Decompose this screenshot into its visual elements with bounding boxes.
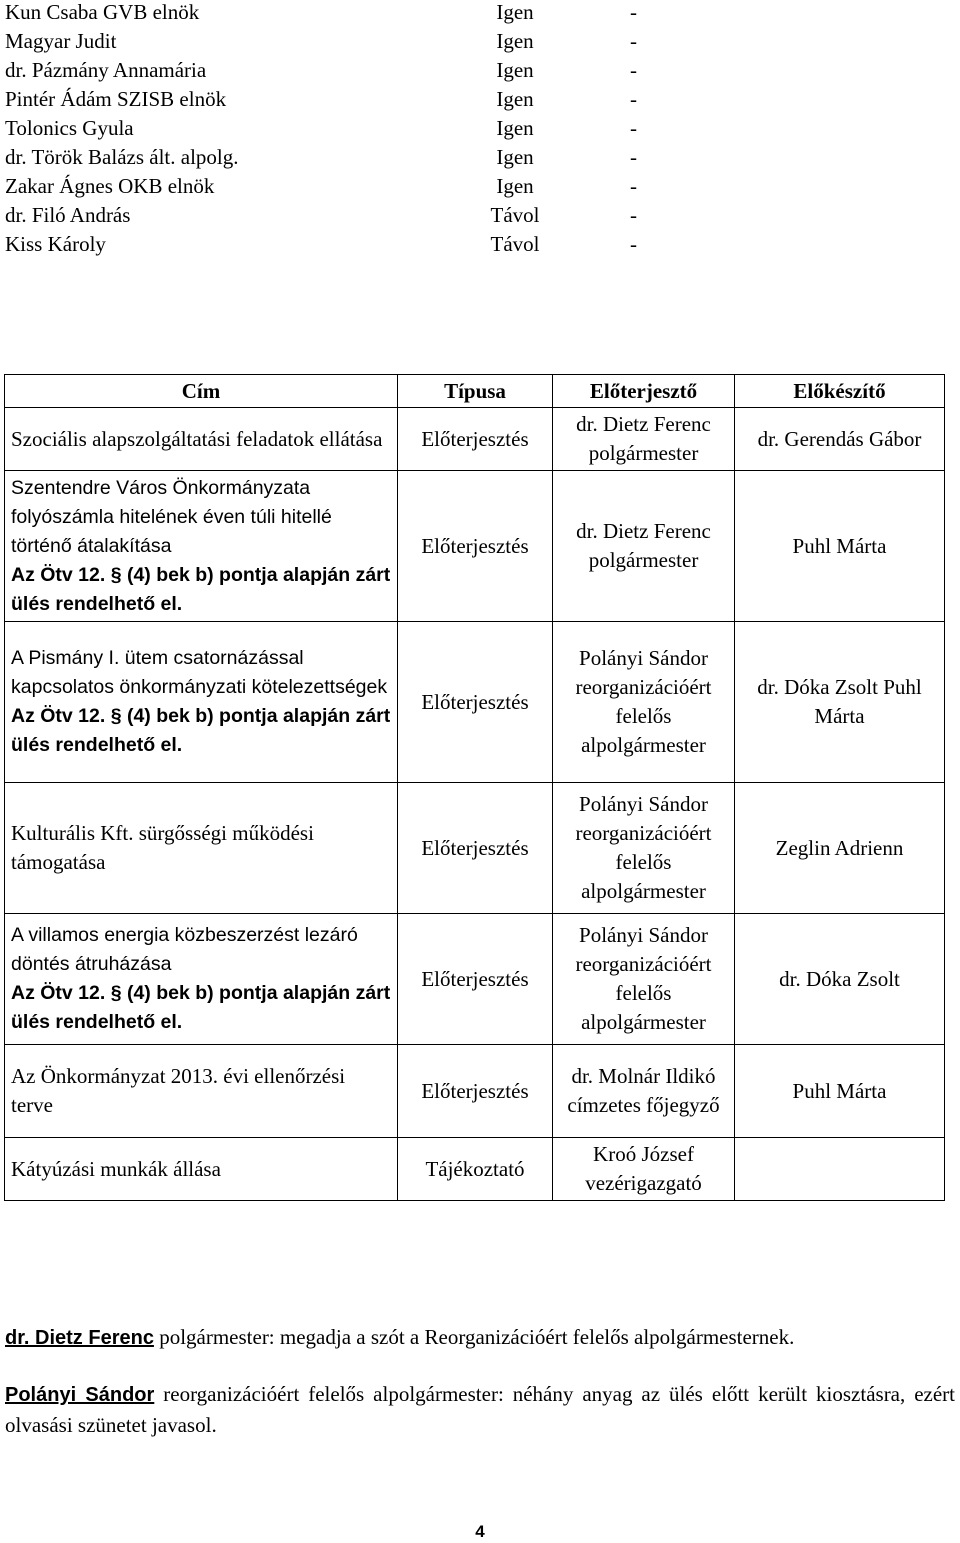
member-name: dr. Filó András — [5, 203, 131, 227]
agenda-title: Az Önkormányzat 2013. évi ellenőrzési terve — [11, 1064, 346, 1117]
attendance-row — [5, 29, 705, 58]
member-name: Magyar Judit — [5, 29, 117, 53]
attendance-row — [5, 0, 705, 29]
attendance-status: Igen — [496, 145, 534, 169]
agenda-title-cell — [5, 783, 398, 914]
agenda-title-cell — [5, 1045, 398, 1138]
agenda-presenter: Polányi Sándor reorganizációért felelős alpolgármester — [553, 914, 735, 1045]
agenda-presenter: Kroó József vezérigazgató — [553, 1138, 735, 1201]
attendance-row — [5, 145, 705, 174]
header-elokeszito: Előkészítő — [735, 375, 945, 408]
agenda-row — [5, 1138, 945, 1201]
agenda-type: Előterjesztés — [398, 1045, 553, 1138]
agenda-row — [5, 1045, 945, 1138]
agenda-preparer: dr. Gerendás Gábor — [735, 408, 945, 471]
header-tipusa: Típusa — [398, 375, 553, 408]
agenda-title: Szentendre Város Önkormányzata folyószámla hitelének éven túli hitellé történő átalakítása — [11, 476, 332, 557]
member-name: Pintér Ádám SZISB elnök — [5, 87, 227, 111]
agenda-row — [5, 914, 945, 1045]
agenda-presenter: dr. Dietz Ferenc polgármester — [553, 408, 735, 471]
agenda-row — [5, 471, 945, 622]
agenda-preparer: dr. Dóka Zsolt Puhl Márta — [735, 622, 945, 783]
agenda-title: Kulturális Kft. sürgősségi működési támogatása — [11, 821, 314, 874]
speaker-name: dr. Dietz Ferenc — [5, 1327, 154, 1349]
attendance-row — [5, 174, 705, 203]
closed-session-note: Az Ötv 12. § (4) bek b) pontja alapján zárt ülés rendelhető el. — [11, 563, 391, 615]
agenda-preparer: Puhl Márta — [735, 471, 945, 622]
agenda-table — [4, 374, 945, 1201]
agenda-preparer — [735, 1138, 945, 1201]
agenda-title-cell — [5, 1138, 398, 1201]
agenda-title-cell — [5, 914, 398, 1045]
attendance-row — [5, 232, 705, 261]
attendance-status: Igen — [496, 58, 534, 82]
attendance-status: Igen — [496, 0, 534, 24]
attendance-dash: - — [630, 58, 637, 82]
agenda-type: Előterjesztés — [398, 914, 553, 1045]
agenda-title: A villamos energia közbeszerzést lezáró döntés átruházása — [11, 924, 358, 975]
member-name: dr. Pázmány Annamária — [5, 58, 207, 82]
closed-session-note: Az Ötv 12. § (4) bek b) pontja alapján zárt ülés rendelhető el. — [11, 982, 391, 1033]
attendance-row — [5, 58, 705, 87]
agenda-preparer: Puhl Márta — [735, 1045, 945, 1138]
agenda-row — [5, 408, 945, 471]
agenda-type: Előterjesztés — [398, 783, 553, 914]
agenda-title-cell — [5, 408, 398, 471]
agenda-presenter: Polányi Sándor reorganizációért felelős alpolgármester — [553, 622, 735, 783]
header-cim: Cím — [5, 375, 398, 408]
agenda-type: Előterjesztés — [398, 622, 553, 783]
attendance-dash: - — [630, 145, 637, 169]
member-name: Kiss Károly — [5, 232, 106, 256]
attendance-dash: - — [630, 232, 637, 256]
closed-session-note: Az Ötv 12. § (4) bek b) pontja alapján zárt ülés rendelhető el. — [11, 705, 391, 756]
attendance-status: Távol — [490, 203, 540, 227]
agenda-title-cell — [5, 622, 398, 783]
attendance-dash: - — [630, 0, 637, 24]
agenda-preparer: Zeglin Adrienn — [735, 783, 945, 914]
agenda-preparer: dr. Dóka Zsolt — [735, 914, 945, 1045]
agenda-title: A Pismány I. ütem csatornázással kapcsolatos önkormányzati kötelezettségek — [11, 647, 388, 698]
agenda-type: Előterjesztés — [398, 408, 553, 471]
attendance-status: Igen — [496, 116, 534, 140]
agenda-presenter: dr. Dietz Ferenc polgármester — [553, 471, 735, 622]
attendance-row — [5, 87, 705, 116]
attendance-status: Távol — [490, 232, 540, 256]
attendance-row — [5, 116, 705, 145]
minutes-notes — [5, 1322, 955, 1440]
member-name: dr. Török Balázs ált. alpolg. — [5, 145, 239, 169]
attendance-dash: - — [630, 203, 637, 227]
attendance-dash: - — [630, 116, 637, 140]
page-number: 4 — [475, 1522, 485, 1541]
speaker-statement: reorganizációért felelős alpolgármester: néhány anyag az ülés előtt került kiosztásra, ezért olvasási szünetet javasol. — [5, 1382, 955, 1437]
agenda-title: Szociális alapszolgáltatási feladatok ellátása — [11, 426, 383, 451]
speaker-name: Polányi Sándor — [5, 1384, 155, 1406]
attendance-dash: - — [630, 87, 637, 111]
attendance-dash: - — [630, 174, 637, 198]
attendance-status: Igen — [496, 87, 534, 111]
agenda-title-cell — [5, 471, 398, 622]
agenda-presenter: Polányi Sándor reorganizációért felelős alpolgármester — [553, 783, 735, 914]
member-name: Tolonics Gyula — [5, 116, 134, 140]
speaker-statement: polgármester: megadja a szót a Reorganizációért felelős alpolgármesternek. — [153, 1325, 795, 1349]
agenda-row — [5, 783, 945, 914]
attendance-dash: - — [630, 29, 637, 53]
attendance-row — [5, 203, 705, 232]
agenda-title: Kátyúzási munkák állása — [11, 1156, 221, 1181]
member-name: Kun Csaba GVB elnök — [5, 0, 200, 24]
agenda-type: Tájékoztató — [398, 1138, 553, 1201]
agenda-type: Előterjesztés — [398, 471, 553, 622]
attendance-list — [5, 0, 705, 261]
minutes-paragraph — [5, 1322, 955, 1353]
agenda-presenter: dr. Molnár Ildikó címzetes főjegyző — [553, 1045, 735, 1138]
agenda-row — [5, 622, 945, 783]
header-eloterjeszto: Előterjesztő — [553, 375, 735, 408]
member-name: Zakar Ágnes OKB elnök — [5, 174, 215, 198]
agenda-header-row — [5, 375, 945, 408]
minutes-paragraph — [5, 1379, 955, 1440]
attendance-status: Igen — [496, 174, 534, 198]
attendance-status: Igen — [496, 29, 534, 53]
